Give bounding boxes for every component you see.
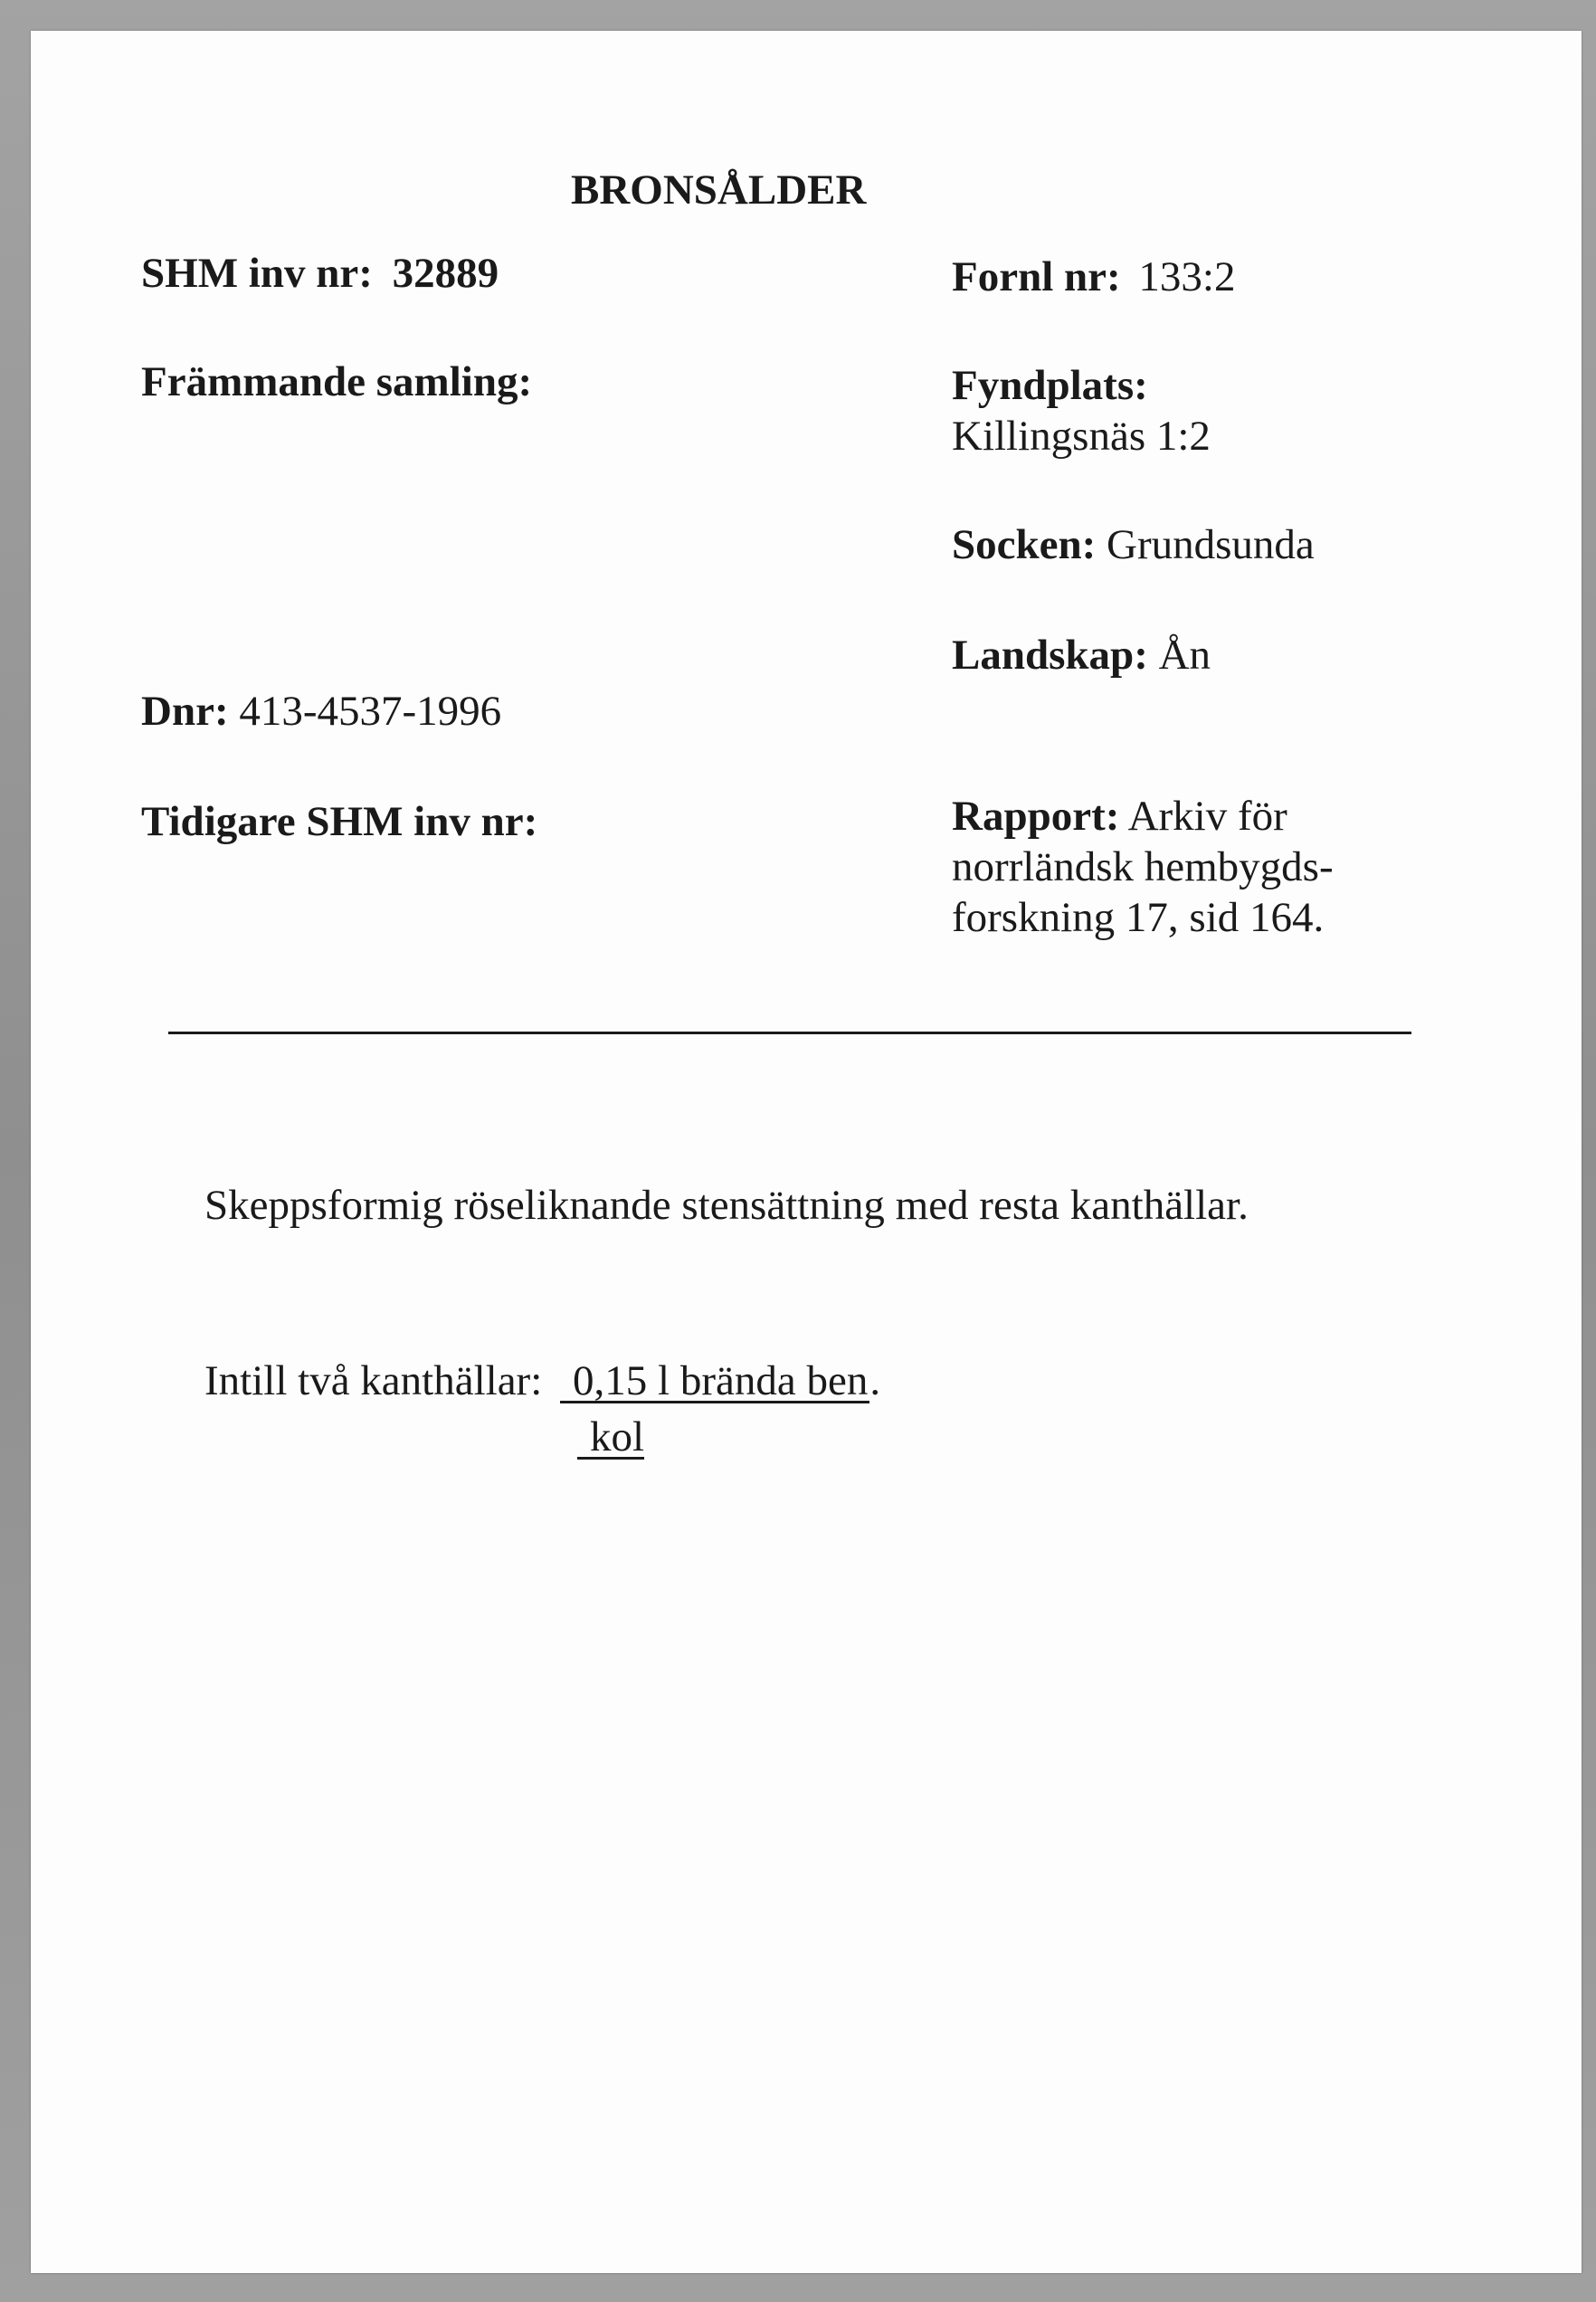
horizontal-divider [168, 1032, 1411, 1034]
landskap-label: Landskap: [952, 632, 1148, 679]
fyndplats-label: Fyndplats: [952, 362, 1148, 409]
socken-field [952, 519, 1315, 570]
landskap-value: Ån [1158, 632, 1211, 679]
rapport-value-line-2: norrländsk hembygds- [952, 843, 1334, 890]
shm-inv-value: 32889 [392, 250, 499, 297]
find-charcoal: kol [577, 1417, 644, 1460]
rapport-value-line-1: Arkiv för [1127, 793, 1287, 840]
dnr-label: Dnr: [141, 688, 229, 735]
rapport-value-line-3: forskning 17, sid 164. [952, 894, 1325, 941]
fyndplats-value: Killingsnäs 1:2 [952, 413, 1211, 460]
intill-label: Intill två kanthällar: [204, 1357, 543, 1404]
shm-inv-label: SHM inv nr: [141, 250, 373, 297]
catalog-card [31, 31, 1582, 2273]
shm-inv-field [141, 248, 499, 299]
fornl-label: Fornl nr: [952, 253, 1121, 300]
socken-label: Socken: [952, 521, 1097, 568]
tidigare-shm-label: Tidigare SHM inv nr: [141, 798, 538, 845]
find-burnt-bones: 0,15 l brända ben [560, 1361, 869, 1403]
description-text: Skeppsformig röseliknande stensättning med resta kanthällar. [204, 1182, 1249, 1229]
frammande-samling-label: Främmande samling: [141, 358, 533, 405]
socken-value: Grundsunda [1107, 521, 1315, 568]
card-title: BRONSÅLDER [571, 166, 867, 214]
rapport-field [952, 791, 1287, 842]
find-charcoal-line [577, 1412, 644, 1462]
dnr-value: 413-4537-1996 [239, 688, 502, 735]
rapport-label: Rapport: [952, 793, 1120, 840]
intill-line [204, 1356, 880, 1406]
landskap-field [952, 630, 1211, 680]
find-burnt-bones-period: . [869, 1357, 881, 1404]
fornl-value: 133:2 [1138, 253, 1236, 300]
fornl-field [952, 252, 1235, 302]
dnr-field [141, 686, 501, 737]
